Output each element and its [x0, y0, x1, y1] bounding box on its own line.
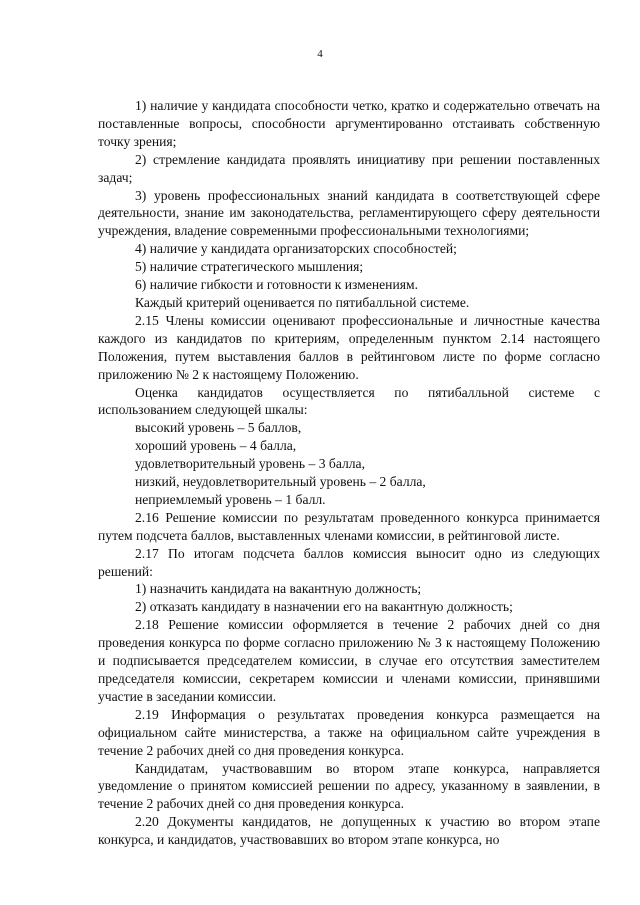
paragraph-scale-intro: Оценка кандидатов осуществляется по пятибалльной системе с использованием следующей шкалы:	[98, 384, 600, 418]
paragraph-2-15: 2.15 Члены комиссии оценивают профессиональные и личностные качества каждого из кандидатов по критериям, определенным пунктом 2.14 настоящего Положения, путем выставления баллов в рейтинговом листе по форме согласно приложению № 2 к настоящему Положению.	[98, 312, 600, 382]
document-body	[98, 97, 600, 849]
paragraph-criterion-5: 5) наличие стратегического мышления;	[135, 259, 364, 275]
paragraph-2-18: 2.18 Решение комиссии оформляется в течение 2 рабочих дней со дня проведения конкурса по форме согласно приложению № 3 к настоящему Положению и подписывается председателем комиссии, в случае его отсутствия заместителем председателя комиссии, секретарем комиссии и членами комиссии, принявшими участие в заседании комиссии.	[98, 617, 600, 704]
paragraph-criterion-2: 2) стремление кандидата проявлять инициативу при решении поставленных задач;	[98, 151, 600, 185]
scale-item-3: удовлетворительный уровень – 3 балла,	[135, 456, 365, 472]
scale-item-1: неприемлемый уровень – 1 балл.	[135, 491, 326, 507]
paragraph-scoring-note: Каждый критерий оценивается по пятибалльной системе.	[135, 294, 470, 310]
decision-option-1: 1) назначить кандидата на вакантную должность;	[135, 581, 422, 597]
decision-option-2: 2) отказать кандидату в назначении его на вакантную должность;	[135, 599, 513, 615]
page-number: 4	[317, 48, 323, 60]
paragraph-criterion-6: 6) наличие гибкости и готовности к изменениям.	[135, 277, 418, 293]
paragraph-criterion-4: 4) наличие у кандидата организаторских способностей;	[135, 241, 457, 257]
paragraph-criterion-3: 3) уровень профессиональных знаний кандидата в соответствующей сфере деятельности, знание им законодательства, регламентирующего сферу деятельности учреждения, владение современными профессиональными технологиями;	[98, 187, 600, 239]
scale-item-5: высокий уровень – 5 баллов,	[135, 420, 302, 436]
paragraph-criterion-1: 1) наличие у кандидата способности четко, кратко и содержательно отвечать на поставленные вопросы, способности аргументированно отстаивать собственную точку зрения;	[98, 98, 600, 149]
scale-item-4: хороший уровень – 4 балла,	[135, 438, 297, 454]
paragraph-2-19: 2.19 Информация о результатах проведения конкурса размещается на официальном сайте министерства, а также на официальном сайте учреждения в течение 2 рабочих дней со дня проведения конкурса.	[98, 706, 600, 758]
paragraph-2-17: 2.17 По итогам подсчета баллов комиссия выносит одно из следующих решений:	[98, 545, 600, 579]
paragraph-notification: Кандидатам, участвовавшим во втором этапе конкурса, направляется уведомление о принятом комиссией решении по адресу, указанному в заявлении, в течение 2 рабочих дней со дня проведения конкурса.	[98, 760, 600, 812]
paragraph-2-20: 2.20 Документы кандидатов, не допущенных к участию во втором этапе конкурса, и кандидатов, участвовавших во втором этапе конкурса, но	[98, 814, 600, 848]
scale-item-2: низкий, неудовлетворительный уровень – 2 балла,	[135, 474, 426, 490]
paragraph-2-16: 2.16 Решение комиссии по результатам проведенного конкурса принимается путем подсчета баллов, выставленных членами комиссии, в рейтинговой листе.	[98, 509, 600, 543]
